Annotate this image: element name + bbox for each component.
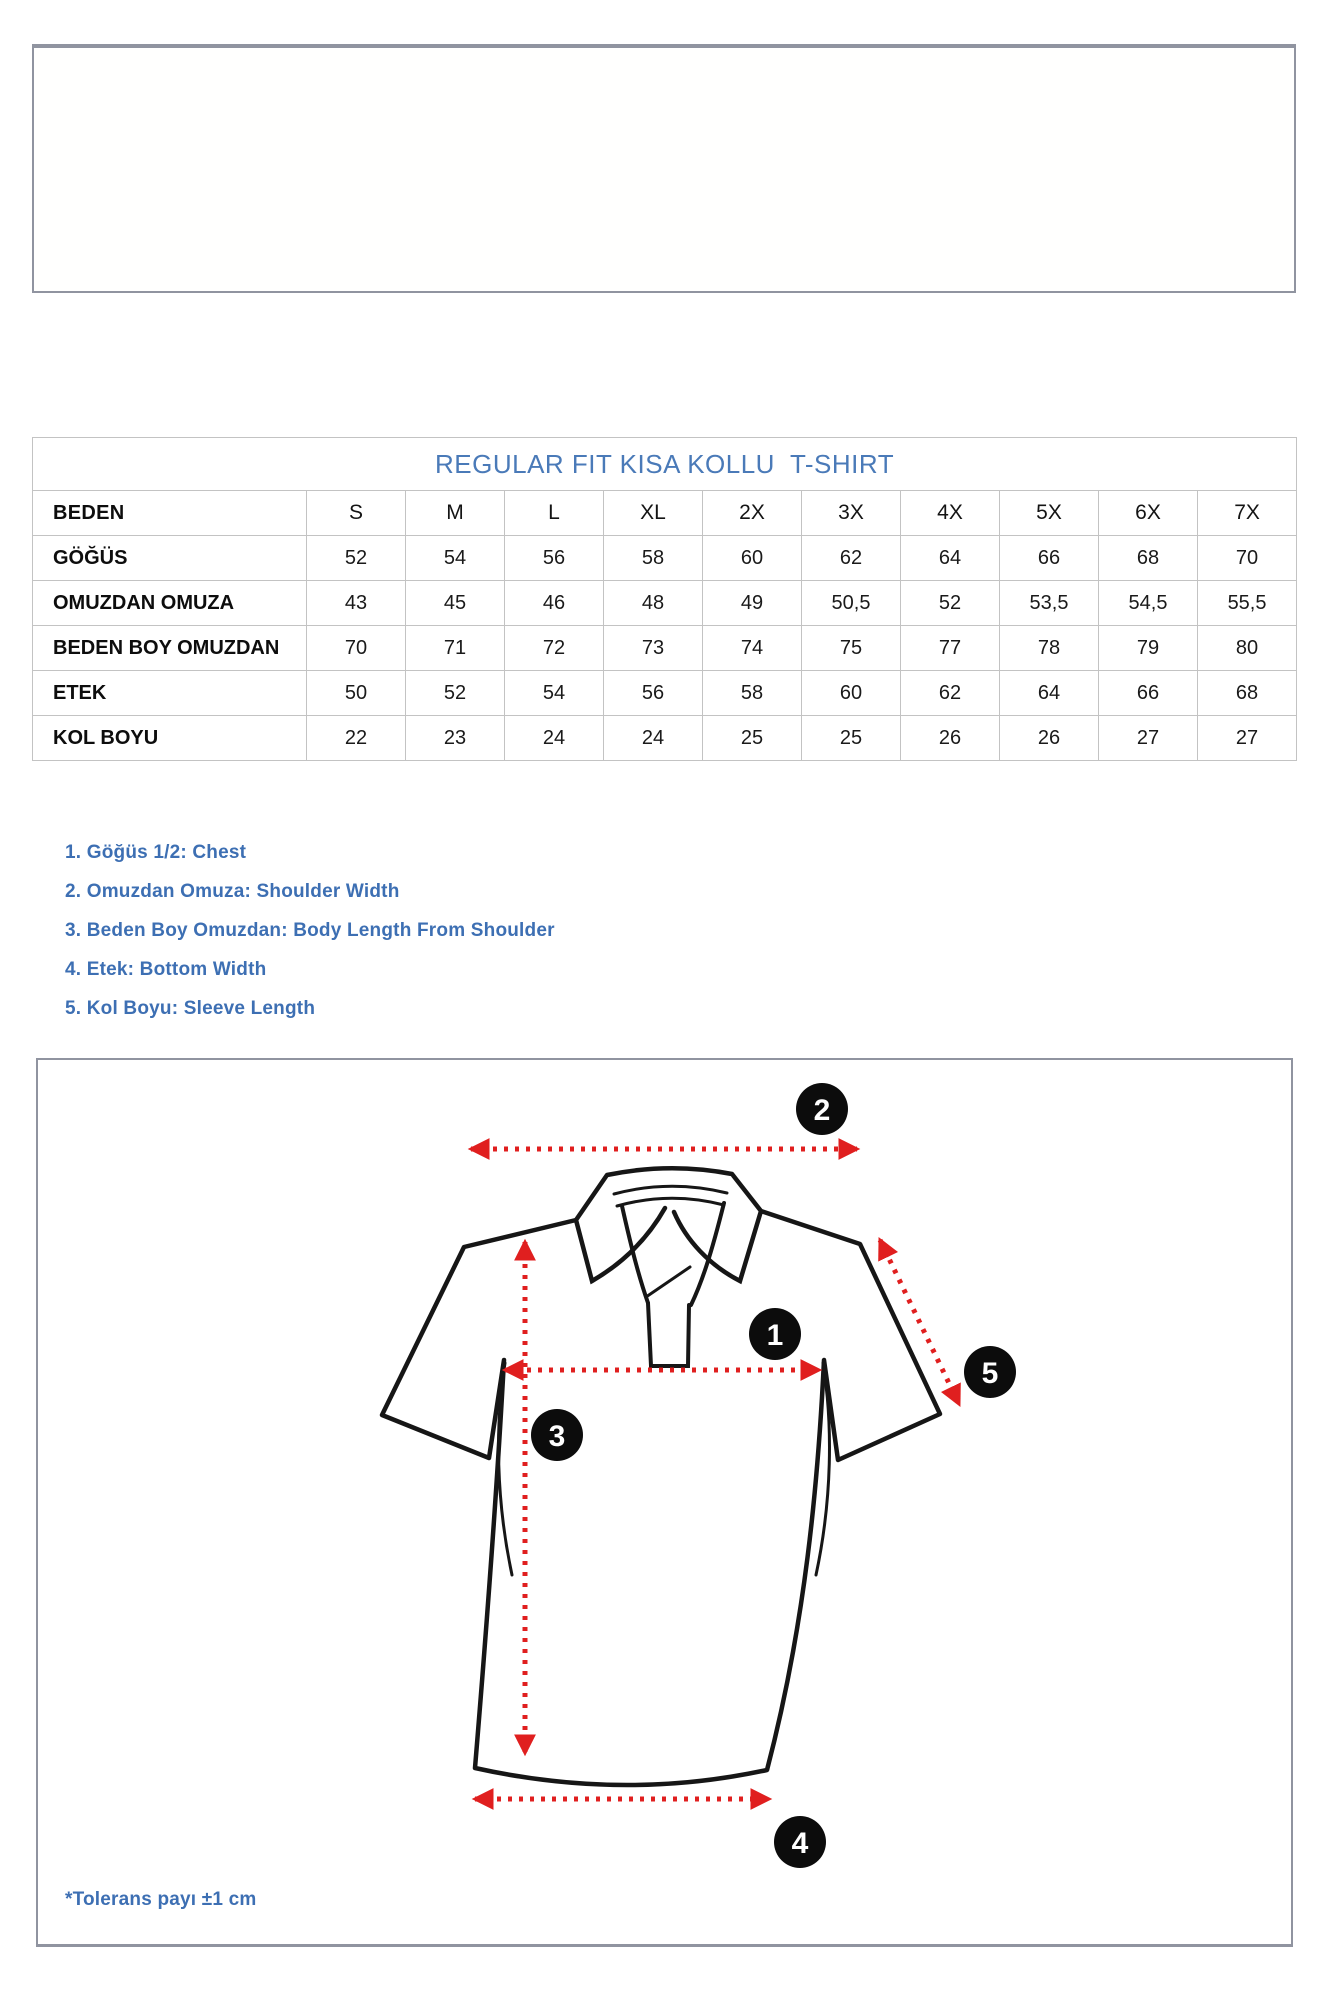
legend-item-chest: 1. Göğüs 1/2: Chest: [65, 842, 247, 863]
size-value: 54,5: [1099, 581, 1198, 626]
size-value: 58: [703, 671, 802, 716]
row-label: BEDEN BOY OMUZDAN: [33, 626, 307, 671]
size-column-header: 2X: [703, 491, 802, 536]
polo-shirt-outline: [382, 1168, 940, 1785]
size-value: 60: [703, 536, 802, 581]
size-value: 70: [307, 626, 406, 671]
size-column-header: 7X: [1198, 491, 1297, 536]
size-value: 46: [505, 581, 604, 626]
row-label: OMUZDAN OMUZA: [33, 581, 307, 626]
size-value: 24: [505, 716, 604, 761]
marker-number-3: 3: [548, 1420, 566, 1453]
size-value: 52: [406, 671, 505, 716]
size-value: 23: [406, 716, 505, 761]
size-value: 58: [604, 536, 703, 581]
size-value: 50,5: [802, 581, 901, 626]
size-value: 71: [406, 626, 505, 671]
size-value: 75: [802, 626, 901, 671]
size-value: 43: [307, 581, 406, 626]
size-value: 52: [307, 536, 406, 581]
size-value: 77: [901, 626, 1000, 671]
size-value: 50: [307, 671, 406, 716]
size-value: 66: [1099, 671, 1198, 716]
size-value: 74: [703, 626, 802, 671]
size-value: 22: [307, 716, 406, 761]
size-value: 54: [406, 536, 505, 581]
size-value: 54: [505, 671, 604, 716]
size-value: 24: [604, 716, 703, 761]
size-column-header: 5X: [1000, 491, 1099, 536]
size-value: 53,5: [1000, 581, 1099, 626]
size-table: [32, 437, 1297, 761]
size-column-header: L: [505, 491, 604, 536]
row-label: ETEK: [33, 671, 307, 716]
size-value: 27: [1198, 716, 1297, 761]
size-column-header: XL: [604, 491, 703, 536]
size-value: 64: [901, 536, 1000, 581]
header-beden: BEDEN: [33, 491, 307, 536]
size-value: 55,5: [1198, 581, 1297, 626]
size-value: 80: [1198, 626, 1297, 671]
size-value: 66: [1000, 536, 1099, 581]
product-image-placeholder: [32, 44, 1296, 293]
size-value: 26: [901, 716, 1000, 761]
size-value: 68: [1099, 536, 1198, 581]
size-value: 60: [802, 671, 901, 716]
size-value: 56: [505, 536, 604, 581]
size-value: 79: [1099, 626, 1198, 671]
marker-number-5: 5: [981, 1357, 999, 1390]
size-value: 73: [604, 626, 703, 671]
size-value: 52: [901, 581, 1000, 626]
legend-item-sleeve: 5. Kol Boyu: Sleeve Length: [65, 998, 316, 1019]
size-diagram: [36, 1058, 1293, 1947]
marker-number-2: 2: [813, 1094, 831, 1127]
size-column-header: 3X: [802, 491, 901, 536]
size-value: 78: [1000, 626, 1099, 671]
legend-item-bottom-width: 4. Etek: Bottom Width: [65, 959, 267, 980]
tolerance-note: *Tolerans payı ±1 cm: [65, 1889, 257, 1910]
measurement-legend: [65, 833, 555, 1028]
marker-number-4: 4: [791, 1827, 809, 1860]
size-value: 56: [604, 671, 703, 716]
size-value: 64: [1000, 671, 1099, 716]
size-value: 62: [802, 536, 901, 581]
size-value: 26: [1000, 716, 1099, 761]
polo-shirt-drawing: [38, 1060, 1291, 1944]
size-column-header: S: [307, 491, 406, 536]
size-column-header: M: [406, 491, 505, 536]
size-column-header: 6X: [1099, 491, 1198, 536]
size-column-header: 4X: [901, 491, 1000, 536]
row-label: KOL BOYU: [33, 716, 307, 761]
size-value: 48: [604, 581, 703, 626]
size-value: 70: [1198, 536, 1297, 581]
size-value: 72: [505, 626, 604, 671]
table-title: REGULAR FIT KISA KOLLU T-SHIRT: [33, 438, 1297, 491]
size-value: 62: [901, 671, 1000, 716]
row-label: GÖĞÜS: [33, 536, 307, 581]
size-value: 68: [1198, 671, 1297, 716]
size-value: 45: [406, 581, 505, 626]
size-value: 27: [1099, 716, 1198, 761]
legend-item-body-length: 3. Beden Boy Omuzdan: Body Length From Shoulder: [65, 920, 555, 941]
marker-number-1: 1: [766, 1319, 784, 1352]
legend-item-shoulder: 2. Omuzdan Omuza: Shoulder Width: [65, 881, 400, 902]
size-value: 25: [703, 716, 802, 761]
size-value: 49: [703, 581, 802, 626]
size-value: 25: [802, 716, 901, 761]
